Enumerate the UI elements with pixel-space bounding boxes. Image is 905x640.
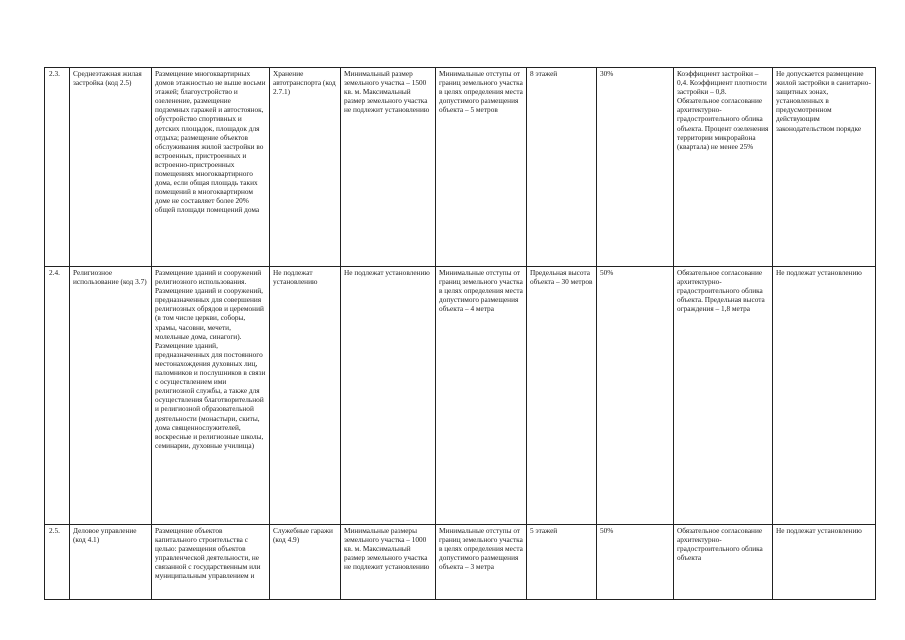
plot-size-cell: Не подлежат установлению	[341, 267, 436, 525]
auxiliary-use-cell: Служебные гаражи (код 4.9)	[270, 525, 341, 600]
restrictions-cell: Не подлежат установлению	[773, 267, 876, 525]
max-height-cell: 8 этажей	[527, 68, 597, 267]
table-row	[45, 525, 876, 600]
table-row	[45, 267, 876, 525]
row-number-cell: 2.5.	[45, 525, 70, 600]
row-number-cell: 2.3.	[45, 68, 70, 267]
other-parameters-cell: Обязательное согласование архитектурно-градостроительного облика объекта. Предельная высота ограждения – 1,8 метра	[674, 267, 773, 525]
zoning-regulations-table	[44, 67, 876, 600]
row-number-cell: 2.4.	[45, 267, 70, 525]
max-height-cell: 5 этажей	[527, 525, 597, 600]
coverage-cell: 50%	[597, 525, 674, 600]
auxiliary-use-cell: Хранение автотранспорта (код 2.7.1)	[270, 68, 341, 267]
restrictions-cell: Не подлежат установлению	[773, 525, 876, 600]
coverage-cell: 50%	[597, 267, 674, 525]
table-row	[45, 68, 876, 267]
restrictions-cell: Не допускается размещение жилой застройки в санитарно-защитных зонах, установленных в предусмотренном действующим законодательством порядке	[773, 68, 876, 267]
auxiliary-use-cell: Не подлежат установлению	[270, 267, 341, 525]
document-page	[44, 67, 876, 600]
setback-cell: Минимальные отступы от границ земельного участка в целях определения места допустимого размещения объекта – 5 метров	[436, 68, 527, 267]
setback-cell: Минимальные отступы от границ земельного участка в целях определения места допустимого размещения объекта – 4 метра	[436, 267, 527, 525]
other-parameters-cell: Коэффициент застройки – 0,4. Коэффициент плотности застройки – 0,8. Обязательное согласование архитектурно-градостроительного облика объекта. Процент озеленения территории микрорайона (квартала) не менее 25%	[674, 68, 773, 267]
max-height-cell: Предельная высота объекта – 30 метров	[527, 267, 597, 525]
permitted-use-name-cell: Среднеэтажная жилая застройка (код 2.5)	[70, 68, 152, 267]
plot-size-cell: Минимальные размеры земельного участка – 1000 кв. м. Максимальный размер земельного участка не подлежит установлению	[341, 525, 436, 600]
plot-size-cell: Минимальный размер земельного участка – 1500 кв. м. Максимальный размер земельного участка не подлежит установлению	[341, 68, 436, 267]
coverage-cell: 30%	[597, 68, 674, 267]
other-parameters-cell: Обязательное согласование архитектурно-градостроительного облика объекта	[674, 525, 773, 600]
permitted-use-name-cell: Деловое управление (код 4.1)	[70, 525, 152, 600]
setback-cell: Минимальные отступы от границ земельного участка в целях определения места допустимого размещения объекта – 3 метра	[436, 525, 527, 600]
main-use-description-cell: Размещение зданий и сооружений религиозного использования. Размещение зданий и сооружений, предназначенных для совершения религиозных обрядов и церемоний (в том числе церкви, соборы, храмы, часовни, мечети, молельные дома, синагоги). Размещение зданий, предназначенных для постоянного местонахождения духовных лиц, паломников и послушников в связи с осуществлением ими религиозной службы, а также для осуществления благотворительной и религиозной образовательной деятельности (монастыри, скиты, дома священнослужителей, воскресные и религиозные школы, семинарии, духовные училища)	[152, 267, 270, 525]
main-use-description-cell: Размещение многоквартирных домов этажностью не выше восьми этажей; благоустройство и озеленение, размещение подземных гаражей и автостоянок, обустройство спортивных и детских площадок, площадок для отдыха; размещение объектов обслуживания жилой застройки во встроенных, пристроенных и встроенно-пристроенных помещениях многоквартирного дома, если общая площадь таких помещений в многоквартирном доме не составляет более 20% общей площади помещений дома	[152, 68, 270, 267]
permitted-use-name-cell: Религиозное использование (код 3.7)	[70, 267, 152, 525]
main-use-description-cell: Размещение объектов капитального строительства с целью: размещения объектов управленческой деятельности, не связанной с государственным или муниципальным управлением и	[152, 525, 270, 600]
